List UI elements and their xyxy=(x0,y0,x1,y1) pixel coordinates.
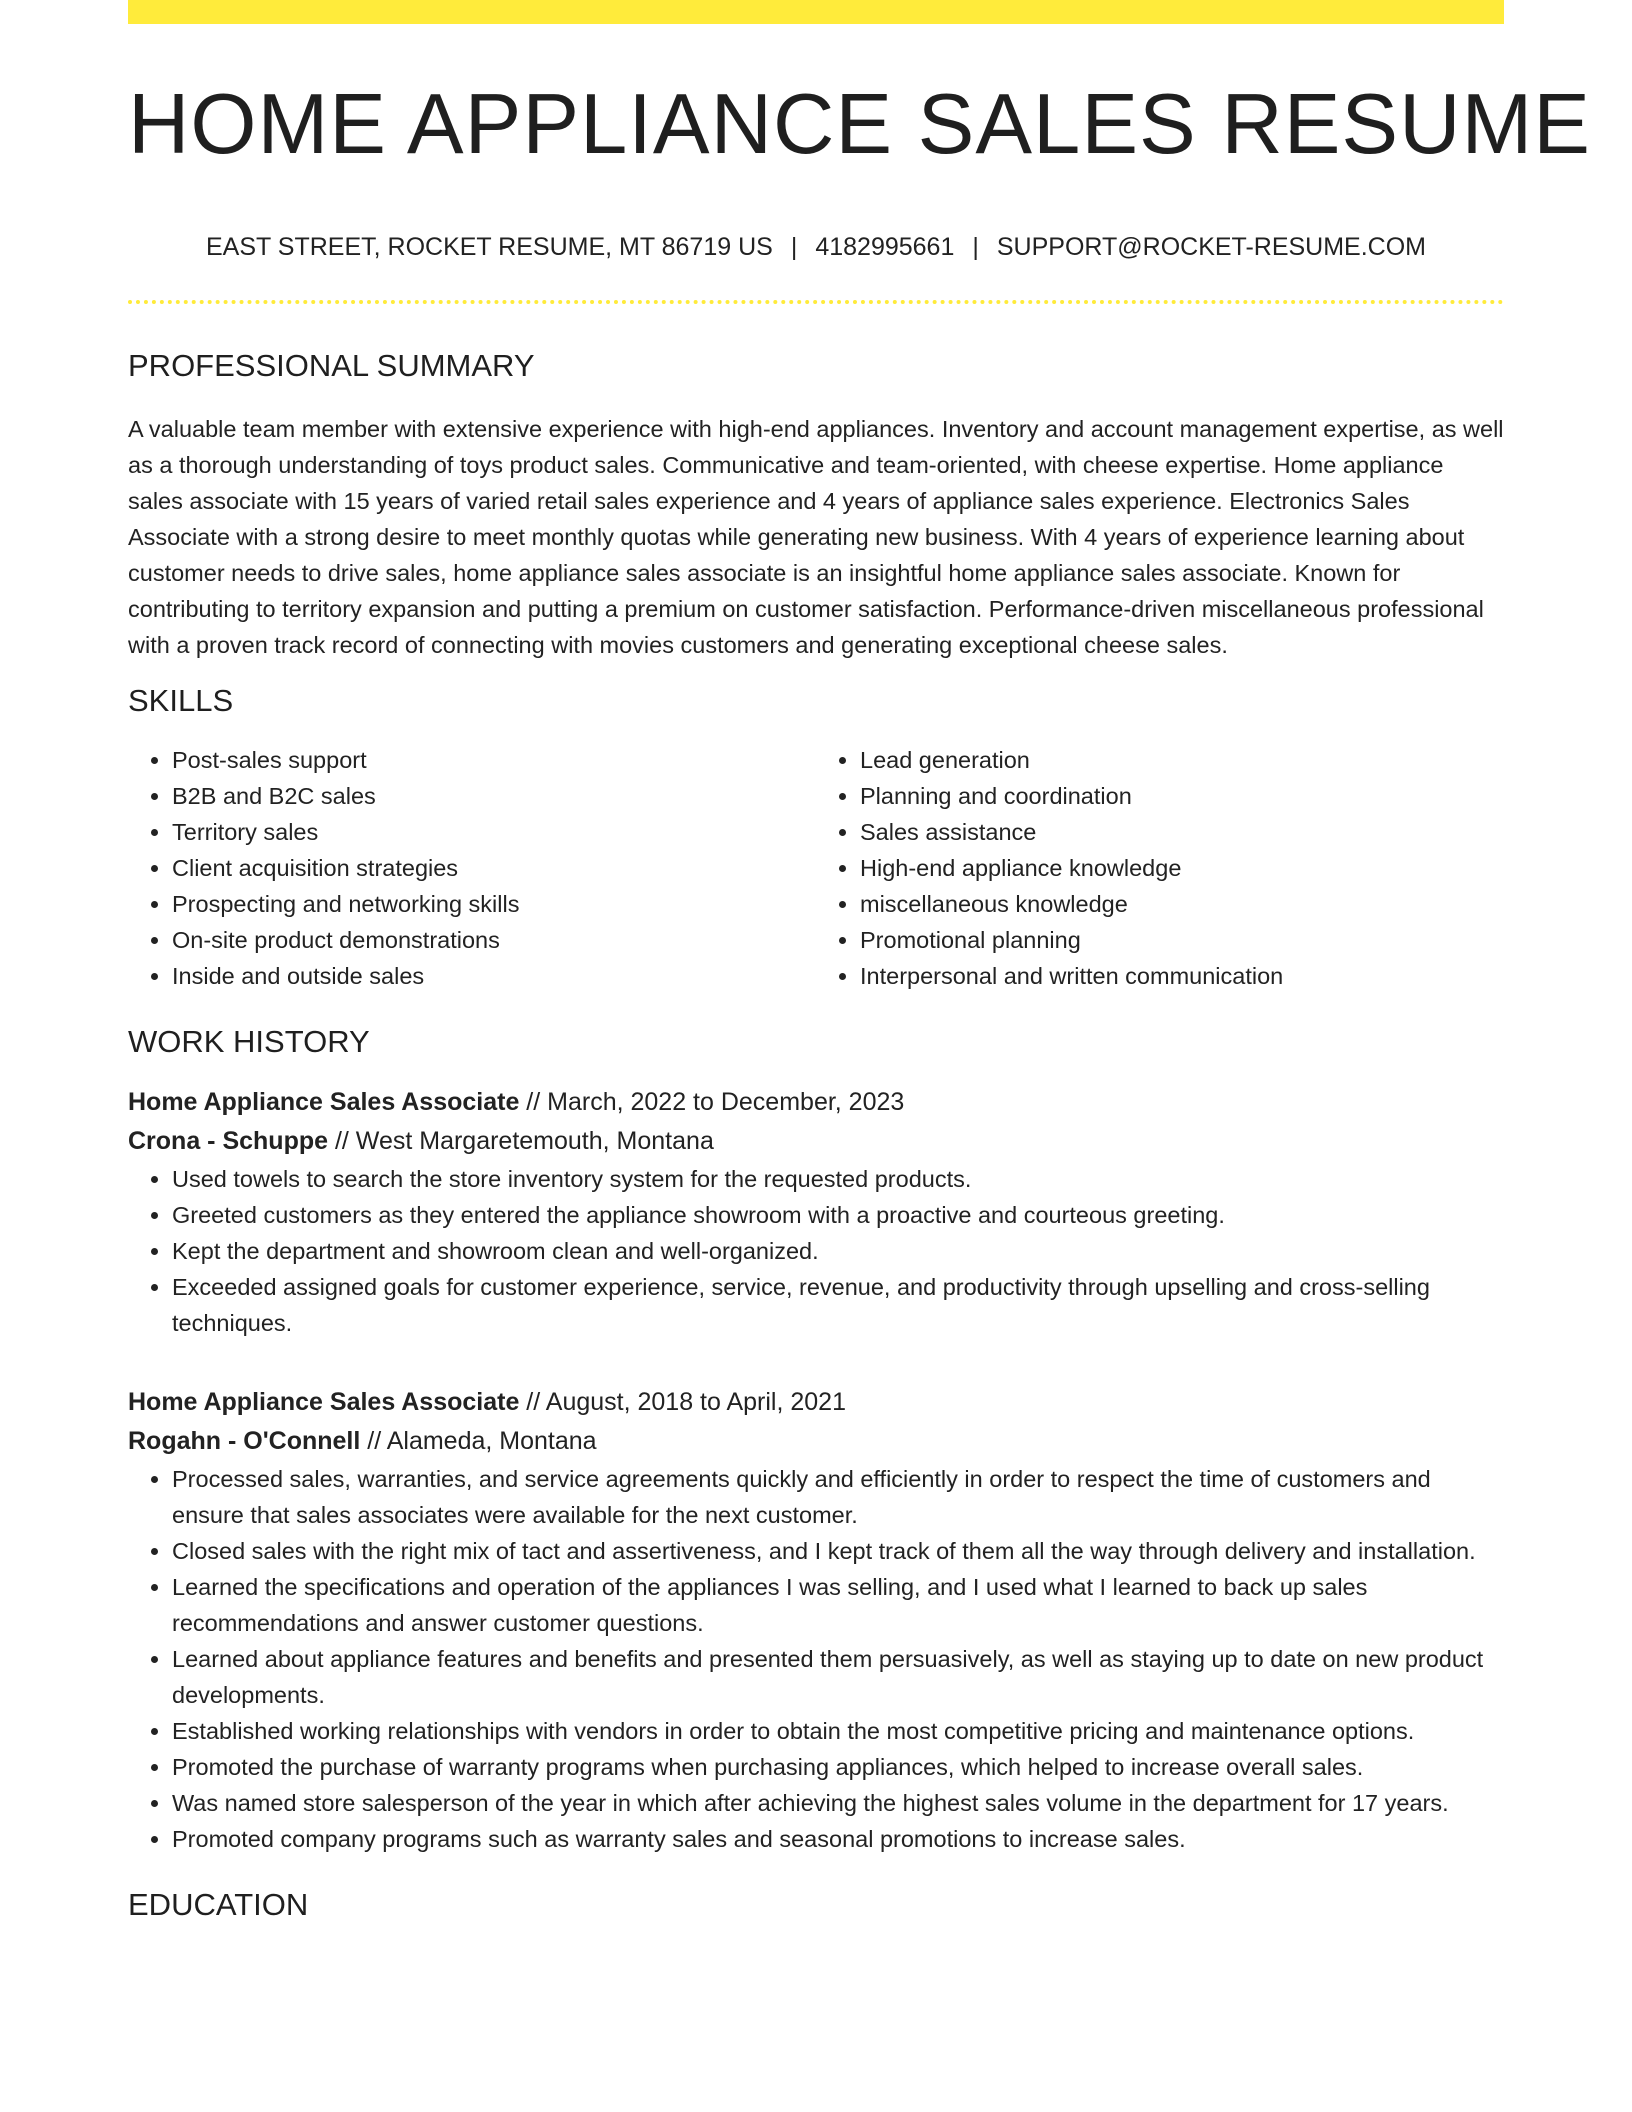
job-duty-item: • Closed sales with the right mix of tact and assertiveness, and I kept track of them all the way through delivery and installation. xyxy=(172,1533,1504,1569)
resume-page xyxy=(128,0,1591,1922)
skill-item: • Interpersonal and written communication xyxy=(860,958,1504,994)
summary-heading: PROFESSIONAL SUMMARY xyxy=(128,348,535,383)
summary-text: A valuable team member with extensive experience with high-end appliances. Inventory and account management expertise, as well as a thorough understanding of toys product sales. Communicative and team-oriented, with cheese expertise. Home appliance sales associate with 15 years of varied retail sales experience and 4 years of appliance sales experience. Electronics Sales Associate with a strong desire to meet monthly quotas while generating new business. With 4 years of experience learning about customer needs to drive sales, home appliance sales associate is an insightful home appliance sales associate. Known for contributing to territory expansion and putting a premium on customer satisfaction. Performance-driven miscellaneous professional with a proven track record of connecting with movies customers and generating exceptional cheese sales. xyxy=(128,416,1504,658)
job-duty-item: • Greeted customers as they entered the appliance showroom with a proactive and courteous greeting. xyxy=(172,1197,1504,1233)
job-duties xyxy=(128,1461,1504,1857)
job-company: Rogahn - O'Connell xyxy=(128,1427,361,1455)
skills-heading: SKILLS xyxy=(128,683,234,718)
job-entry xyxy=(128,1383,1504,1857)
job-dates: // March, 2022 to December, 2023 xyxy=(519,1088,905,1116)
resume-title: HOME APPLIANCE SALES RESUME xyxy=(128,77,1591,172)
job-title-line xyxy=(128,1383,1504,1422)
skill-item: • B2B and B2C sales xyxy=(172,778,816,814)
contact-phone: 4182995661 xyxy=(815,233,955,261)
skill-item: • High-end appliance knowledge xyxy=(860,850,1504,886)
job-duties xyxy=(128,1161,1504,1341)
job-duty-item: • Promoted company programs such as warranty sales and seasonal promotions to increase sales. xyxy=(172,1821,1504,1857)
job-title-line xyxy=(128,1083,1504,1122)
job-title: Home Appliance Sales Associate xyxy=(128,1088,520,1116)
skill-item: • Planning and coordination xyxy=(860,778,1504,814)
job-duty-item: • Learned the specifications and operation of the appliances I was selling, and I used what I learned to back up sales recommendations and answer customer questions. xyxy=(172,1569,1504,1641)
skill-item: • Post-sales support xyxy=(172,742,816,778)
skills-column-right xyxy=(816,742,1504,994)
job-location: // Alameda, Montana xyxy=(360,1427,597,1455)
job-company: Crona - Schuppe xyxy=(128,1127,329,1155)
skill-item: • Lead generation xyxy=(860,742,1504,778)
job-duty-item: • Processed sales, warranties, and service agreements quickly and efficiently in order to respect the time of customers and ensure that sales associates were available for the next customer. xyxy=(172,1461,1504,1533)
job-duty-item: • Kept the department and showroom clean and well-organized. xyxy=(172,1233,1504,1269)
contact-info xyxy=(128,235,1504,260)
job-duty-item: • Established working relationships with vendors in order to obtain the most competitive pricing and maintenance options. xyxy=(172,1713,1504,1749)
job-duty-item: • Was named store salesperson of the year in which after achieving the highest sales volume in the department for 17 years. xyxy=(172,1785,1504,1821)
header-divider xyxy=(128,300,1504,304)
education-heading: EDUCATION xyxy=(128,1887,309,1922)
contact-address: EAST STREET, ROCKET RESUME, MT 86719 US xyxy=(205,233,773,261)
job-duty-item: • Exceeded assigned goals for customer experience, service, revenue, and productivity through upselling and cross-selling techniques. xyxy=(172,1269,1504,1341)
skill-item: • Client acquisition strategies xyxy=(172,850,816,886)
job-location: // West Margaretemouth, Montana xyxy=(328,1127,714,1155)
job-entry xyxy=(128,1083,1504,1341)
skill-item: • Sales assistance xyxy=(860,814,1504,850)
work-history-heading: WORK HISTORY xyxy=(128,1024,370,1059)
job-duty-item: • Promoted the purchase of warranty programs when purchasing appliances, which helped to increase overall sales. xyxy=(172,1749,1504,1785)
skills-list xyxy=(128,742,1504,994)
contact-separator: | xyxy=(790,233,798,261)
job-dates: // August, 2018 to April, 2021 xyxy=(519,1388,846,1416)
skill-item: • Promotional planning xyxy=(860,922,1504,958)
contact-separator: | xyxy=(972,233,979,261)
job-duty-item: • Used towels to search the store inventory system for the requested products. xyxy=(172,1161,1504,1197)
job-duty-item: • Learned about appliance features and benefits and presented them persuasively, as well as staying up to date on new product developments. xyxy=(172,1641,1504,1713)
skill-item: • Prospecting and networking skills xyxy=(172,886,816,922)
skill-item: • On-site product demonstrations xyxy=(172,922,816,958)
skill-item: • Territory sales xyxy=(172,814,816,850)
job-company-line xyxy=(128,1422,1504,1461)
top-accent-bar xyxy=(128,0,1504,24)
skill-item: • Inside and outside sales xyxy=(172,958,816,994)
job-title: Home Appliance Sales Associate xyxy=(128,1388,520,1416)
skills-column-left xyxy=(128,742,816,994)
contact-email: SUPPORT@ROCKET-RESUME.COM xyxy=(996,233,1427,261)
job-company-line xyxy=(128,1122,1504,1161)
skill-item: • miscellaneous knowledge xyxy=(860,886,1504,922)
